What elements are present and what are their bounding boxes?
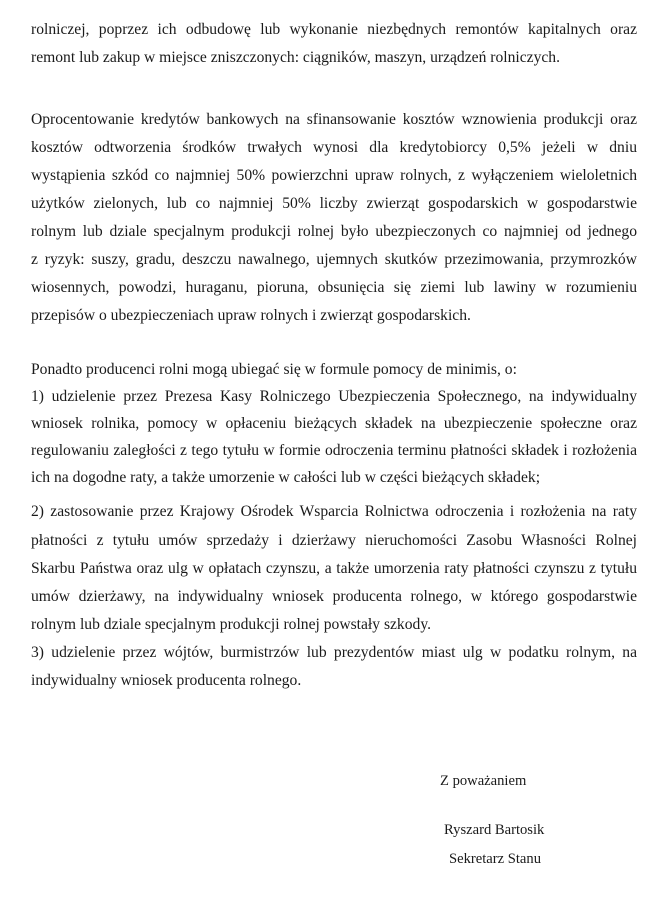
text-line: przepisów o ubezpieczeniach upraw rolnych i zwierząt gospodarskich. [31,307,471,324]
text-line: rolnym lub dziale specjalnym produkcji rolnej powstały szkody. [31,616,432,633]
signatory-title: Sekretarz Stanu [449,851,541,867]
text-line: Ponadto producenci rolni mogą ubiegać się w formule pomocy de minimis, o: [31,361,517,378]
text-line: wniosek rolnika, pomocy w opłaceniu bieżących składek na ubezpieczenie społeczne oraz [31,415,637,432]
text-line: rolniczej, poprzez ich odbudowę lub wykonanie niezbędnych remontów kapitalnych oraz [31,21,637,38]
text-line: wiosennych, powodzi, huraganu, pioruna, obsunięcia się ziemi lub lawiny w rozumieniu [31,279,637,296]
text-line: umów dzierżawy, na indywidualny wniosek producenta rolnego, w którego gospodarstwie [31,588,637,605]
text-line: rolnym lub dziale specjalnym produkcji rolnej było ubezpieczonych co najmniej od jednego [31,223,637,240]
text-line: 1) udzielenie przez Prezesa Kasy Rolniczego Ubezpieczenia Społecznego, na indywidualny [31,388,637,405]
text-line: regulowaniu zaległości z tego tytułu w formie odroczenia terminu płatności składek i rozłożenia [31,442,637,459]
closing-formula: Z poważaniem [440,773,527,789]
text-line: kosztów odtworzenia środków trwałych wynosi dla kredytobiorcy 0,5% jeżeli w dniu [31,139,637,156]
signatory-name: Ryszard Bartosik [444,822,545,838]
text-line: Oprocentowanie kredytów bankowych na sfinansowanie kosztów wznowienia produkcji oraz [31,111,637,128]
text-line: 2) zastosowanie przez Krajowy Ośrodek Wsparcia Rolnictwa odroczenia i rozłożenia na raty [31,503,637,520]
text-line: płatności z tytułu umów sprzedaży i dzierżawy nieruchomości Zasobu Własności Rolnej [31,532,637,549]
text-line: remont lub zakup w miejsce zniszczonych: ciągników, maszyn, urządzeń rolniczych. [31,49,560,66]
text-line: użytków zielonych, lub co najmniej 50% liczby zwierząt gospodarskich w gospodarstwie [31,195,637,212]
text-line: wystąpienia szkód co najmniej 50% powierzchni upraw rolnych, z wyłączeniem wieloletnich [31,167,637,184]
text-line: Skarbu Państwa oraz ulg w opłatach czynszu, a także umorzenia raty płatności czynszu z tytułu [31,560,637,577]
text-line: 3) udzielenie przez wójtów, burmistrzów lub prezydentów miast ulg w podatku rolnym, na [31,644,637,661]
text-line: z ryzyk: suszy, gradu, deszczu nawalnego, ujemnych skutków przezimowania, przymrozków [31,251,637,268]
text-line: indywidualny wniosek producenta rolnego. [31,672,302,689]
text-line: ich na dogodne raty, a także umorzenie w całości lub w części bieżących składek; [31,469,541,486]
